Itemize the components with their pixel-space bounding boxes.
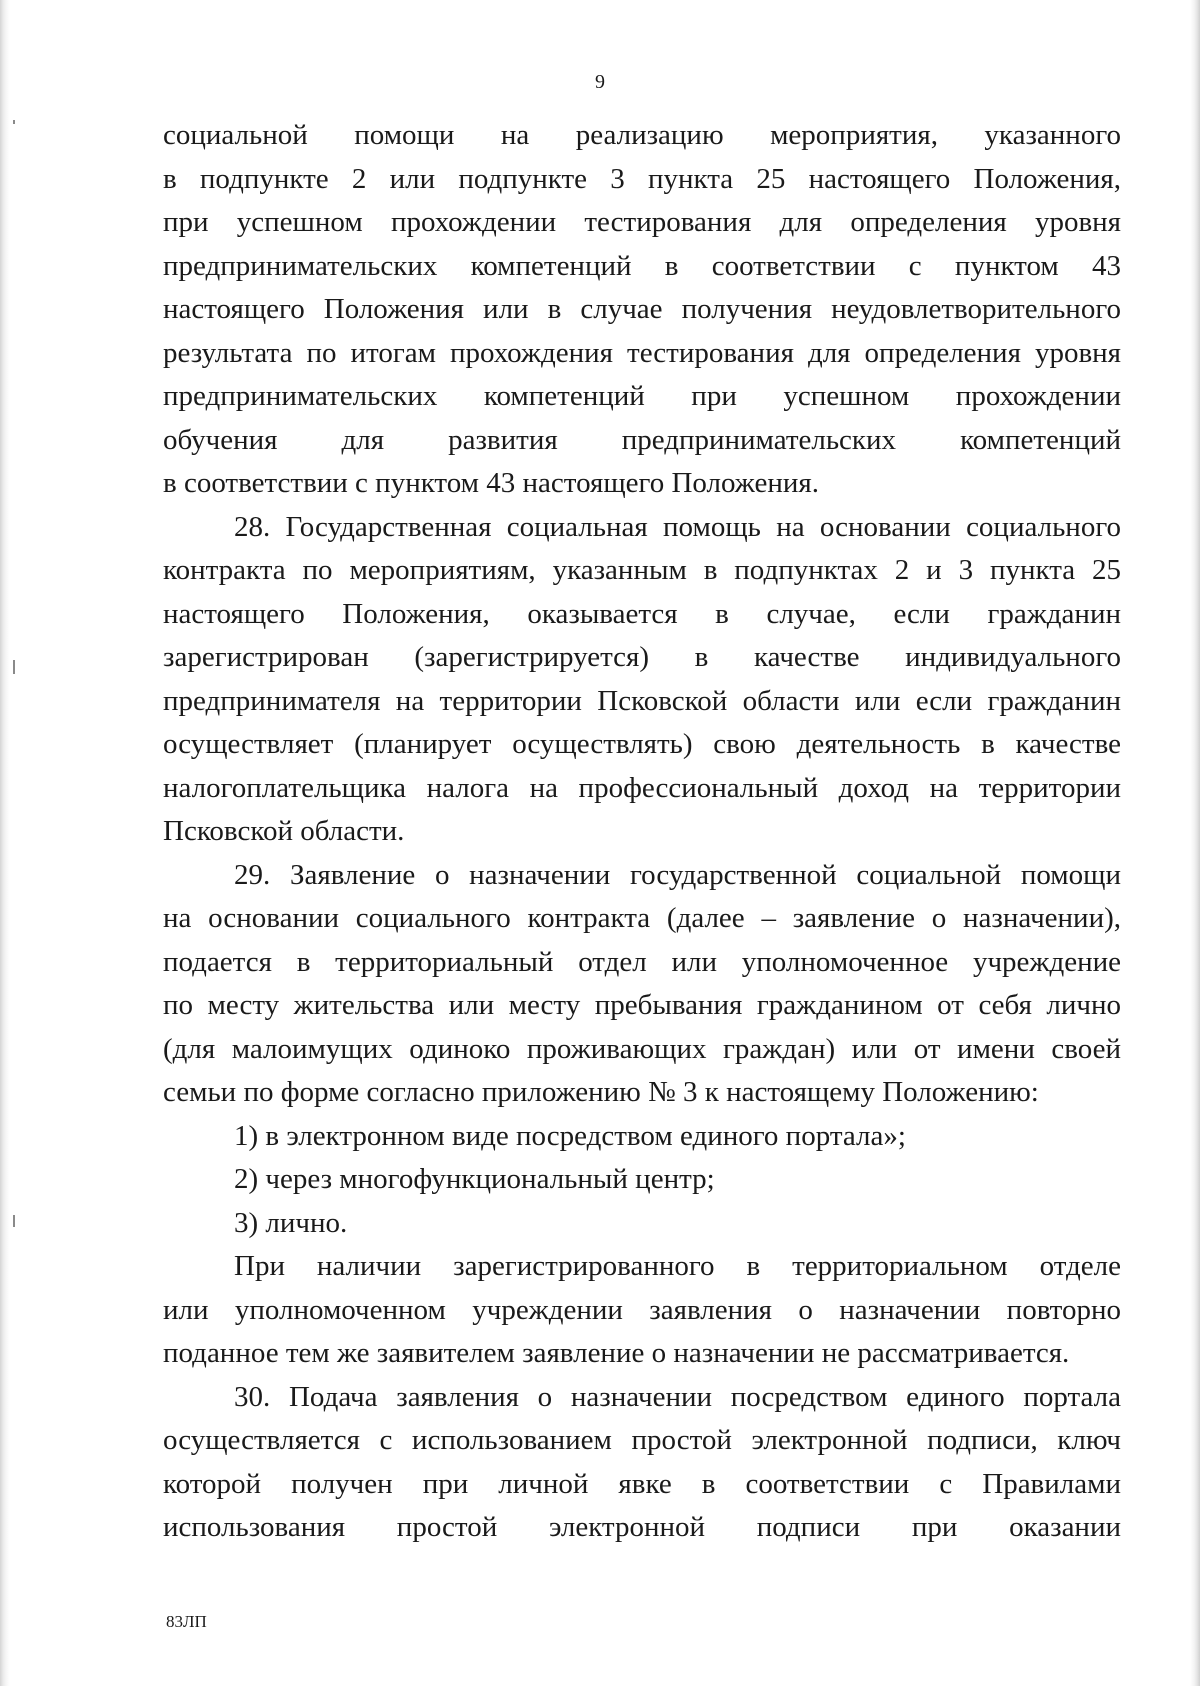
page-number: 9 [595, 71, 605, 93]
text-line: зарегистрирован (зарегистрируется) в качестве индивидуального [163, 641, 1121, 673]
text-line: которой получен при личной явке в соответствии с Правилами [163, 1467, 1121, 1500]
text-line: налогоплательщика налога на профессиональный доход на территории [163, 771, 1121, 804]
text-line: по месту жительства или месту пребывания гражданином от себя лично [163, 989, 1121, 1021]
text-line: в соответствии с пунктом 43 настоящего Положения. [163, 467, 819, 499]
scan-edge-right [1190, 0, 1200, 1686]
text-line: предпринимательских компетенций в соответствии с пунктом 43 [163, 249, 1121, 282]
text-line: использования простой электронной подписи при оказании [163, 1511, 1121, 1543]
list-item: 3) лично. [234, 1206, 348, 1239]
scan-speck [13, 1215, 15, 1227]
text-line: обучения для развития предпринимательских компетенций [163, 423, 1121, 456]
text-line: 28. Государственная социальная помощь на основании социального [234, 510, 1121, 543]
text-line: настоящего Положения или в случае получения неудовлетворительного [163, 293, 1121, 325]
text-line: 30. Подача заявления о назначении посредством единого портала [234, 1380, 1121, 1413]
text-line: Псковской области. [163, 815, 405, 847]
text-line: результата по итогам прохождения тестирования для определения уровня [163, 336, 1121, 369]
text-line: предпринимателя на территории Псковской области или если гражданин [163, 684, 1121, 717]
text-line: в подпункте 2 или подпункте 3 пункта 25 настоящего Положения, [163, 162, 1121, 195]
text-line: осуществляется с использованием простой электронной подписи, ключ [163, 1424, 1121, 1456]
text-line: предпринимательских компетенций при успешном прохождении [163, 380, 1121, 412]
text-line: настоящего Положения, оказывается в случае, если гражданин [163, 597, 1121, 630]
scan-speck [13, 660, 15, 674]
text-line: на основании социального контракта (далее – заявление о назначении), [163, 902, 1121, 934]
document-code: 83ЛП [166, 1612, 207, 1631]
text-line: подается в территориальный отдел или уполномоченное учреждение [163, 945, 1121, 978]
text-line: или уполномоченном учреждении заявления о назначении повторно [163, 1293, 1121, 1326]
text-line: (для малоимущих одиноко проживающих граждан) или от имени своей [163, 1032, 1121, 1065]
list-item: 1) в электронном виде посредством единого портала»; [234, 1119, 906, 1152]
scan-edge-left [0, 0, 10, 1686]
scan-speck [13, 120, 15, 124]
text-line: при успешном прохождении тестирования для определения уровня [163, 206, 1121, 238]
text-line: осуществляет (планирует осуществлять) свою деятельность в качестве [163, 728, 1121, 760]
document-body [163, 114, 1121, 1550]
text-line: поданное тем же заявителем заявление о назначении не рассматривается. [163, 1337, 1070, 1369]
text-line: контракта по мероприятиям, указанным в подпунктах 2 и 3 пункта 25 [163, 554, 1121, 586]
text-line: семьи по форме согласно приложению № 3 к настоящему Положению: [163, 1076, 1039, 1108]
text-line: 29. Заявление о назначении государственной социальной помощи [234, 858, 1121, 891]
text-line: социальной помощи на реализацию мероприятия, указанного [163, 119, 1121, 151]
text-line: При наличии зарегистрированного в территориальном отделе [234, 1250, 1121, 1282]
list-item: 2) через многофункциональный центр; [234, 1163, 715, 1195]
